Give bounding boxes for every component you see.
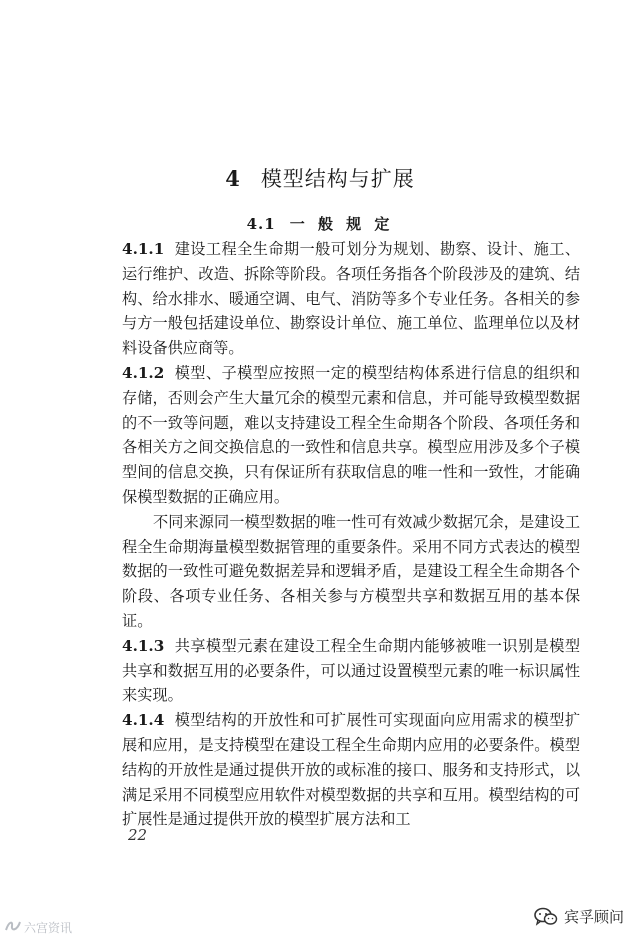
section-title: [0, 213, 640, 234]
clause-paragraph: [122, 361, 580, 510]
clause-paragraph: [122, 237, 580, 361]
clause-number: 4.1.2: [122, 363, 165, 382]
chapter-title: [0, 163, 640, 193]
logo-icon: [4, 919, 22, 936]
clause-text: 建设工程全生命期一般可划分为规划、勘察、设计、施工、运行维护、改造、拆除等阶段。各项任务指各个阶段涉及的建筑、结构、给水排水、暖通空调、电气、消防等多个专业任务。各相关的参与方一般包括建设单位、勘察设计单位、施工单位、监理单位以及材料设备供应商等。: [122, 240, 580, 358]
clause-number: 4.1.3: [122, 636, 165, 655]
section-title-text: 一 般 规 定: [289, 215, 394, 233]
clause-paragraph: [122, 708, 580, 832]
wechat-account-badge[interactable]: [534, 906, 624, 927]
clause-text: 共享模型元素在建设工程全生命期内能够被唯一识别是模型共享和数据互用的必要条件，可以通过设置模型元素的唯一标识属性来实现。: [122, 636, 580, 705]
clause-number: 4.1.1: [122, 240, 165, 258]
chapter-number: 4: [225, 166, 241, 191]
clause-number: 4.1.4: [122, 711, 165, 730]
body-text: [122, 237, 580, 832]
paragraph-text: 不同来源同一模型数据的唯一性可有效减少数据冗余，是建设工程全生命期海量模型数据管理的重要条件。采用不同方式表达的模型数据的一致性可避免数据差异和逻辑矛盾，是建设工程全生命期各个阶段、各项专业任务、各相关参与方模型共享和数据互用的基本保证。: [122, 512, 580, 630]
continuation-paragraph: [122, 510, 580, 634]
footer-logo-text: 六宫资讯: [24, 921, 73, 935]
clause-text: 模型、子模型应按照一定的模型结构体系进行信息的组织和存储，否则会产生大量冗余的模型元素和信息，并可能导致模型数据的不一致等问题，难以支持建设工程全生命期各个阶段、各项任务和各相关方之间交换信息的一致性和信息共享。模型应用涉及多个子模型间的信息交换，只有保证所有获取信息的唯一性和一致性，才能确保模型数据的正确应用。: [122, 363, 580, 506]
section-number: 4.1: [246, 215, 276, 233]
chapter-title-text: 模型结构与扩展: [260, 167, 415, 191]
wechat-icon: [534, 907, 558, 927]
footer-logo: [4, 919, 72, 936]
wechat-account-name: 宾孚顾问: [563, 908, 624, 926]
clause-paragraph: [122, 634, 580, 708]
page-number: 22: [128, 826, 148, 844]
clause-text: 模型结构的开放性和可扩展性可实现面向应用需求的模型扩展和应用，是支持模型在建设工程全生命期内应用的必要条件。模型结构的开放性是通过提供开放的或标准的接口、服务和支持形式，以满足采用不同模型应用软件对模型数据的共享和互用。模型结构的可扩展性是通过提供开放的模型扩展方法和工: [122, 711, 580, 829]
